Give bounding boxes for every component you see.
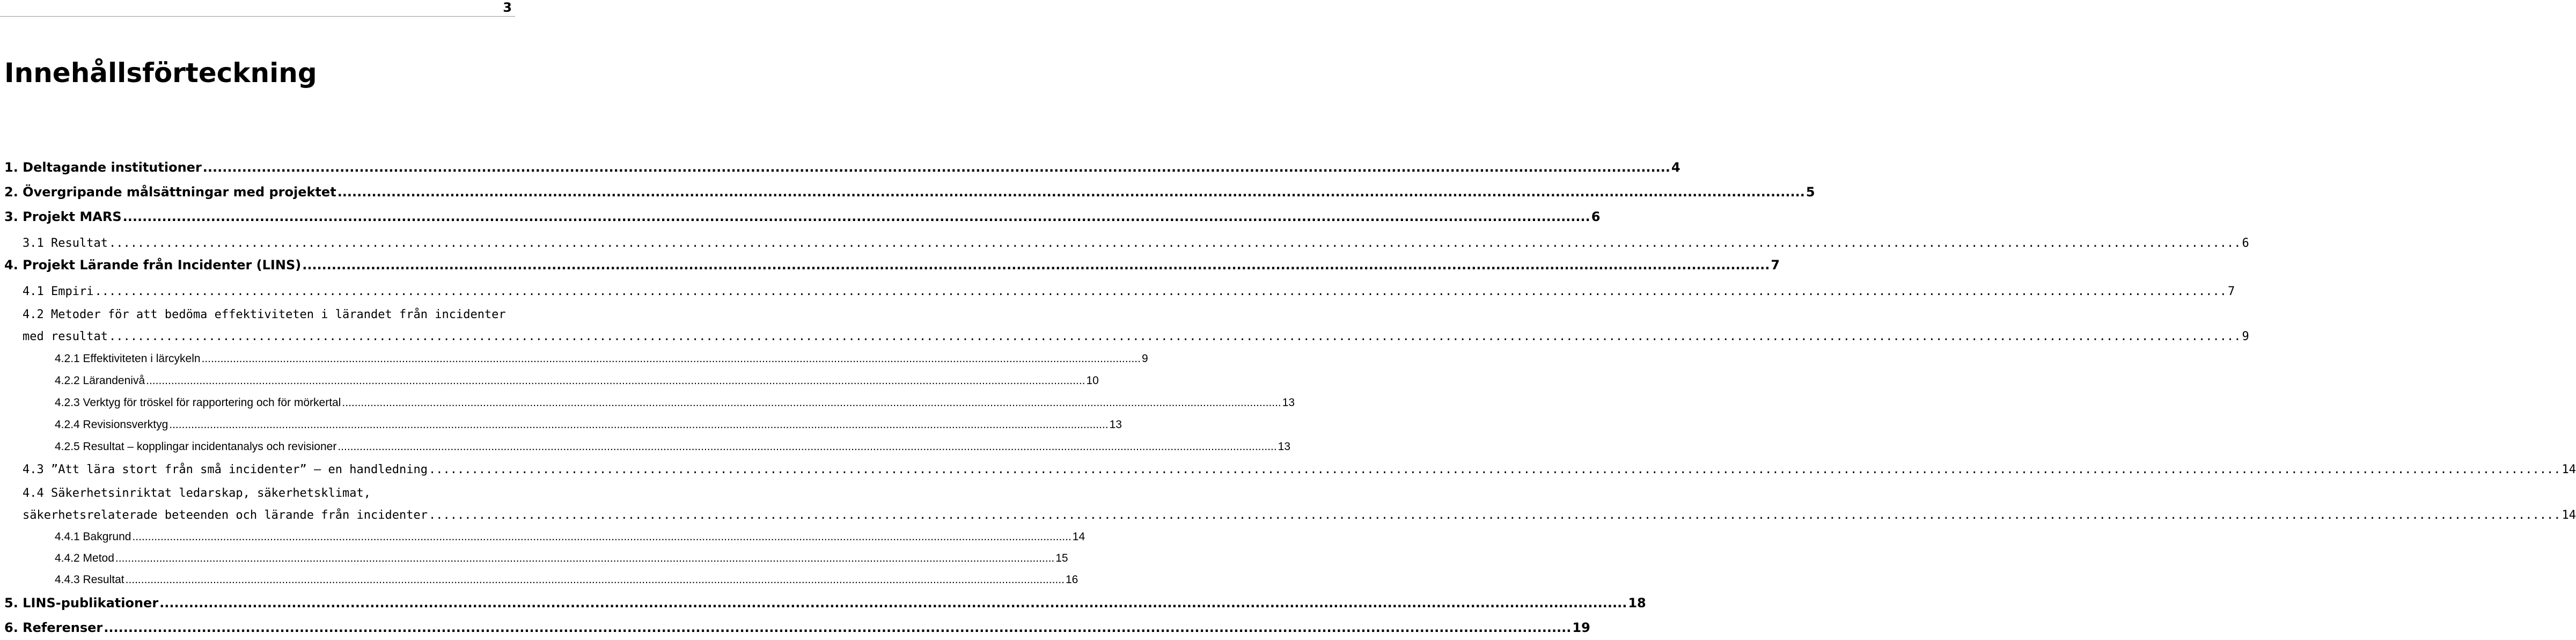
toc-label: 3.1 Resultat [23, 237, 108, 250]
toc-label: 4.2.4 Revisionsverktyg [55, 418, 168, 431]
toc-leader: ............................................................................................................................................................................................................................................................................................................ [428, 463, 2561, 476]
toc-label: 3. Projekt MARS [4, 209, 122, 224]
toc-entry-4-2[interactable] [0, 304, 2249, 348]
toc-label-line2: med resultat [23, 330, 108, 343]
toc-leader: ............................................................................................................................................................................................................................................................................................................ [337, 185, 1805, 200]
toc-entry-4-2-1[interactable] [0, 348, 1148, 370]
toc-entry-3[interactable] [0, 207, 1601, 232]
toc-entry-4-4[interactable] [0, 482, 2576, 526]
toc-label: 4.2.1 Effektiviteten i lärcykeln [55, 352, 201, 365]
toc-label: 4.4.2 Metod [55, 552, 114, 564]
toc-leader: ............................................................................................................................................................................................................................................................................................................ [337, 440, 1277, 453]
toc-label: 1. Deltagande institutioner [4, 160, 202, 175]
toc-page: 14 [2562, 509, 2576, 522]
header-rule [0, 16, 515, 17]
toc-page: 14 [1072, 531, 1085, 543]
toc-label-line1: 4.4 Säkerhetsinriktat ledarskap, säkerhetsklimat, [23, 487, 371, 500]
document-title: Innehållsförteckning [4, 57, 317, 89]
toc-label-line2: säkerhetsrelaterade beteenden och lärande från incidenter [23, 509, 428, 522]
toc-leader: ............................................................................................................................................................................................................................................................................................................ [115, 552, 1055, 564]
toc-label: 4.4.1 Bakgrund [55, 531, 131, 543]
toc-page: 6 [1591, 209, 1601, 224]
toc-entry-4-1[interactable] [0, 280, 2235, 304]
toc-entry-4-4-3[interactable] [0, 569, 1078, 591]
toc-leader: ............................................................................................................................................................................................................................................................................................................ [125, 573, 1065, 586]
toc-page: 18 [1628, 595, 1646, 610]
toc-label: 4.2.2 Lärandenivå [55, 374, 145, 387]
toc-entry-1[interactable] [0, 158, 1680, 182]
toc-leader: ............................................................................................................................................................................................................................................................................................................ [159, 595, 1627, 610]
toc-label: 4.2.5 Resultat – kopplingar incidentanalys och revisioner [55, 440, 337, 453]
toc-leader: ............................................................................................................................................................................................................................................................................................................ [146, 374, 1085, 387]
toc-entry-4-2-3[interactable] [0, 392, 1295, 414]
toc-page: 13 [1109, 418, 1122, 431]
toc-entry-6[interactable] [0, 615, 1590, 640]
toc-entry-4-4-2[interactable] [0, 548, 1068, 569]
toc-label: 2. Övergripande målsättningar med projektet [4, 185, 336, 200]
toc-label-line1: 4.2 Metoder för att bedöma effektiviteten i lärandet från incidenter [23, 308, 506, 321]
toc-page: 13 [1282, 396, 1295, 409]
toc-leader: ............................................................................................................................................................................................................................................................................................................ [108, 330, 2241, 343]
table-of-contents [0, 158, 2576, 640]
toc-page: 7 [2228, 285, 2235, 298]
toc-leader: ............................................................................................................................................................................................................................................................................................................ [342, 396, 1281, 409]
toc-leader: ............................................................................................................................................................................................................................................................................................................ [201, 352, 1141, 365]
toc-entry-2[interactable] [0, 182, 1815, 207]
toc-entry-5[interactable] [0, 591, 1646, 615]
toc-label: 4.1 Empiri [23, 285, 94, 298]
toc-label: 4.3 ”Att lära stort från små incidenter” – en handledning [23, 463, 428, 476]
toc-leader: ............................................................................................................................................................................................................................................................................................................ [302, 258, 1770, 273]
toc-leader: ............................................................................................................................................................................................................................................................................................................ [104, 620, 1572, 635]
toc-entry-4-2-4[interactable] [0, 414, 1122, 436]
toc-page: 6 [2242, 237, 2249, 250]
toc-leader: ............................................................................................................................................................................................................................................................................................................ [132, 531, 1072, 543]
toc-page: 14 [2562, 463, 2576, 476]
toc-leader: ............................................................................................................................................................................................................................................................................................................ [108, 237, 2241, 250]
toc-label: 4.4.3 Resultat [55, 573, 124, 586]
toc-entry-4[interactable] [0, 255, 1780, 280]
toc-page: 16 [1065, 573, 1078, 586]
toc-leader: ............................................................................................................................................................................................................................................................................................................ [122, 209, 1590, 224]
toc-leader: ............................................................................................................................................................................................................................................................................................................ [202, 160, 1670, 175]
toc-page: 9 [2242, 330, 2249, 343]
page-number: 3 [503, 0, 512, 15]
toc-page: 5 [1806, 185, 1815, 200]
toc-label: 4.2.3 Verktyg för tröskel för rapportering och för mörkertal [55, 396, 341, 409]
toc-label: 6. Referenser [4, 620, 103, 635]
toc-leader: ............................................................................................................................................................................................................................................................................................................ [169, 418, 1109, 431]
toc-leader: ............................................................................................................................................................................................................................................................................................................ [94, 285, 2227, 298]
toc-page: 10 [1086, 374, 1099, 387]
toc-entry-4-2-2[interactable] [0, 370, 1099, 392]
toc-page: 19 [1572, 620, 1590, 635]
toc-page: 7 [1771, 258, 1780, 273]
toc-page: 9 [1141, 352, 1148, 365]
toc-entry-4-4-1[interactable] [0, 526, 1085, 548]
toc-label: 5. LINS-publikationer [4, 595, 159, 610]
toc-label: 4. Projekt Lärande från Incidenter (LINS) [4, 258, 302, 273]
toc-leader: ............................................................................................................................................................................................................................................................................................................ [428, 509, 2561, 522]
toc-entry-4-3[interactable] [0, 458, 2576, 482]
toc-entry-4-2-5[interactable] [0, 436, 1291, 458]
toc-page: 13 [1278, 440, 1291, 453]
toc-page: 15 [1055, 552, 1068, 564]
toc-page: 4 [1671, 160, 1680, 175]
toc-entry-3-1[interactable] [0, 232, 2249, 255]
